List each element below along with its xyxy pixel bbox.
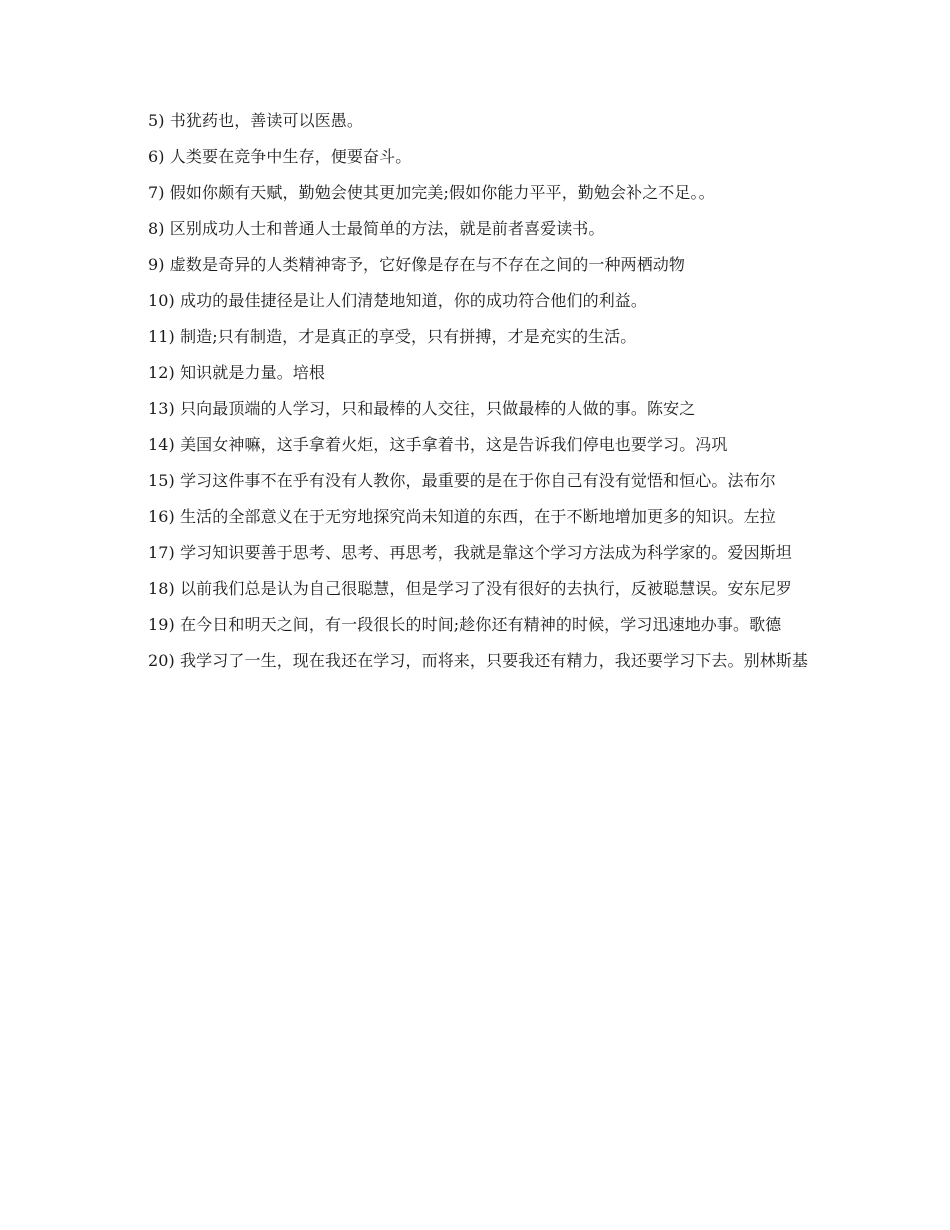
quote-paragraph: 14) 美国女神嘛，这手拿着火炬，这手拿着书，这是告诉我们停电也要学习。冯巩 [148,435,728,454]
quote-paragraph: 6) 人类要在竞争中生存，便要奋斗。 [148,147,412,166]
quote-paragraph: 16) 生活的全部意义在于无穷地探究尚未知道的东西，在于不断地增加更多的知识。左拉 [148,507,776,526]
quote-paragraph: 15) 学习这件事不在乎有没有人教你，最重要的是在于你自己有没有觉悟和恒心。法布尔 [148,471,776,490]
quote-paragraph: 11) 制造;只有制造，才是真正的享受，只有拼搏，才是充实的生活。 [148,327,637,346]
quote-paragraph: 8) 区别成功人士和普通人士最简单的方法，就是前者喜爱读书。 [148,219,605,238]
quote-paragraph: 12) 知识就是力量。培根 [148,363,325,382]
quote-paragraph: 17) 学习知识要善于思考、思考、再思考，我就是靠这个学习方法成为科学家的。爱因斯坦 [148,543,792,562]
quote-paragraph: 5) 书犹药也，善读可以医愚。 [148,111,364,130]
quote-paragraph: 7) 假如你颇有天赋，勤勉会使其更加完美;假如你能力平平，勤勉会补之不足。。 [148,183,715,202]
quote-paragraph: 10) 成功的最佳捷径是让人们清楚地知道，你的成功符合他们的利益。 [148,291,647,310]
quote-paragraph: 9) 虚数是奇异的人类精神寄予，它好像是存在与不存在之间的一种两栖动物 [148,255,686,274]
quote-paragraph: 18) 以前我们总是认为自己很聪慧，但是学习了没有很好的去执行，反被聪慧误。安东尼罗 [148,579,792,598]
quote-paragraph: 20) 我学习了一生，现在我还在学习，而将来，只要我还有精力，我还要学习下去。别林斯基 [148,651,808,670]
quote-paragraph: 13) 只向最顶端的人学习，只和最棒的人交往，只做最棒的人做的事。陈安之 [148,399,696,418]
quote-paragraph: 19) 在今日和明天之间，有一段很长的时间;趁你还有精神的时候，学习迅速地办事。歌德 [148,615,782,634]
document-body [113,110,837,686]
